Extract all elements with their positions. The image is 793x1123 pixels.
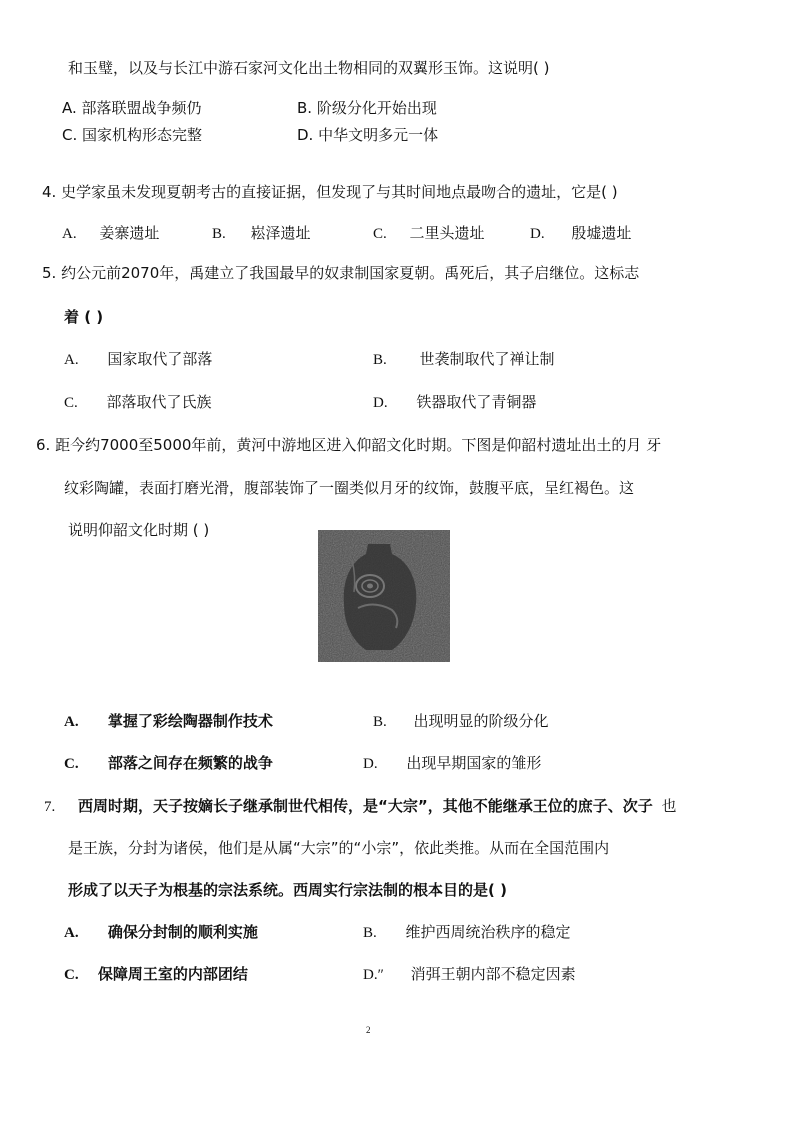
page-number: 2	[366, 1025, 371, 1035]
q5-option-b[interactable]: B. 世袭制取代了禅让制	[373, 350, 555, 368]
painted-pottery-jar-image	[318, 530, 450, 662]
q5-stem-line2: 着 ( )	[64, 308, 104, 326]
q7-option-a[interactable]: A. 确保分封制的顺利实施	[64, 923, 258, 941]
q5-stem-line1: 5. 约公元前2070年，禹建立了我国最早的奴隶制国家夏朝。禹死后，其子启继位。这标志	[42, 264, 640, 282]
q7-option-d[interactable]: D.″ 消弭王朝内部不稳定因素	[363, 965, 576, 983]
q5-option-c[interactable]: C. 部落取代了氏族	[64, 393, 212, 411]
pottery-jar-icon	[318, 530, 450, 662]
q3-option-c[interactable]: C. 国家机构形态完整	[62, 126, 203, 144]
q7-option-c[interactable]: C. 保障周王室的内部团结	[64, 965, 248, 983]
q3-stem: 和玉璧，以及与长江中游石家河文化出土物相同的双翼形玉饰。这说明( )	[68, 59, 550, 77]
q7-stem-line3: 形成了以天子为根基的宗法系统。西周实行宗法制的根本目的是( )	[68, 881, 507, 899]
q5-option-a[interactable]: A. 国家取代了部落	[64, 350, 213, 368]
q6-stem-line3: 说明仰韶文化时期 ( )	[68, 521, 210, 539]
q3-option-d[interactable]: D. 中华文明多元一体	[297, 126, 439, 144]
q3-option-a[interactable]: A. 部落联盟战争频仍	[62, 99, 202, 117]
q3-option-b[interactable]: B. 阶级分化开始出现	[297, 99, 437, 117]
q5-option-d[interactable]: D. 铁器取代了青铜器	[373, 393, 537, 411]
q6-option-a[interactable]: A. 掌握了彩绘陶器制作技术	[64, 712, 273, 730]
q4-option-c[interactable]: C. 二里头遗址	[373, 224, 485, 242]
q4-option-d[interactable]: D. 殷墟遗址	[530, 224, 632, 242]
q7-stem-line2: 是王族，分封为诸侯，他们是从属“大宗”的“小宗”，依此类推。从而在全国范围内	[68, 839, 610, 857]
q6-option-d[interactable]: D. 出现早期国家的雏形	[363, 754, 542, 772]
q7-stem-line1: 7. 西周时期，天子按嫡长子继承制世代相传，是“大宗”，其他不能继承王位的庶子、次子 也	[44, 797, 677, 815]
q6-stem-line1: 6. 距今约7000至5000年前，黄河中游地区进入仰韶文化时期。下图是仰韶村遗址出土的月 牙	[36, 436, 662, 454]
q6-stem-line2: 纹彩陶罐，表面打磨光滑，腹部装饰了一圈类似月牙的纹饰，鼓腹平底，呈红褐色。这	[64, 479, 635, 497]
q7-number: 7.	[44, 799, 56, 815]
q7-option-b[interactable]: B. 维护西周统治秩序的稳定	[363, 923, 571, 941]
q4-option-a[interactable]: A. 姜寨遗址	[62, 224, 160, 242]
q4-stem: 4. 史学家虽未发现夏朝考古的直接证据，但发现了与其时间地点最吻合的遗址，它是( )	[42, 183, 618, 201]
q4-option-b[interactable]: B. 崧泽遗址	[212, 224, 311, 242]
q6-option-c[interactable]: C. 部落之间存在频繁的战争	[64, 754, 273, 772]
q6-option-b[interactable]: B. 出现明显的阶级分化	[373, 712, 549, 730]
